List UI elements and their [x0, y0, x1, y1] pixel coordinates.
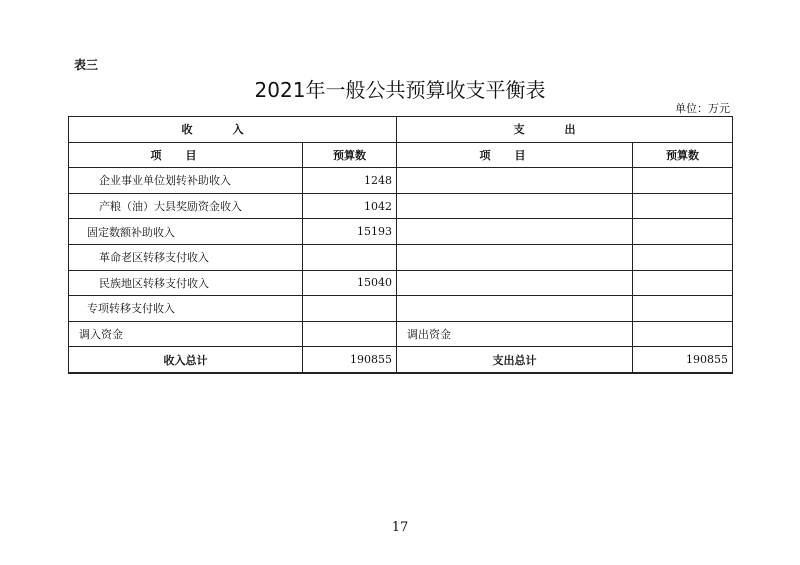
expense-total-label: 支出总计	[397, 347, 633, 373]
expense-total-value: 190855	[633, 347, 733, 373]
page-number: 17	[391, 520, 409, 535]
page-title: 2021年一般公共预算收支平衡表	[254, 78, 546, 102]
expense-item	[397, 168, 633, 194]
expense-value	[633, 296, 733, 322]
income-item: 固定数额补助收入	[69, 219, 303, 245]
expense-item	[397, 193, 633, 219]
table-row	[69, 321, 733, 347]
income-value: 1042	[303, 193, 397, 219]
expense-section-header: 支出	[397, 117, 733, 143]
income-item: 调入资金	[69, 321, 303, 347]
expense-item	[397, 244, 633, 270]
expense-value	[633, 168, 733, 194]
income-total-value: 190855	[303, 347, 397, 373]
income-value: 15040	[303, 270, 397, 296]
income-item: 产粮（油）大县奖励资金收入	[69, 193, 303, 219]
expense-item-header: 项目	[397, 142, 633, 168]
expense-value	[633, 219, 733, 245]
expense-budget-header: 预算数	[633, 142, 733, 168]
table-row	[69, 270, 733, 296]
table-row	[69, 244, 733, 270]
income-item: 企业事业单位划转补助收入	[69, 168, 303, 194]
income-item-header: 项目	[69, 142, 303, 168]
table-row	[69, 168, 733, 194]
income-budget-header: 预算数	[303, 142, 397, 168]
table-row	[69, 193, 733, 219]
expense-value	[633, 270, 733, 296]
column-header-row	[69, 142, 733, 168]
expense-item	[397, 219, 633, 245]
expense-value	[633, 244, 733, 270]
expense-item	[397, 270, 633, 296]
expense-item: 调出资金	[397, 321, 633, 347]
income-value: 15193	[303, 219, 397, 245]
table-tag: 表三	[74, 58, 99, 72]
income-section-header: 收入	[69, 117, 397, 143]
income-value: 1248	[303, 168, 397, 194]
income-value	[303, 296, 397, 322]
income-item: 革命老区转移支付收入	[69, 244, 303, 270]
totals-row	[69, 347, 733, 373]
section-header-row	[69, 117, 733, 143]
table-row	[69, 296, 733, 322]
income-item: 民族地区转移支付收入	[69, 270, 303, 296]
table-row	[69, 219, 733, 245]
income-total-label: 收入总计	[69, 347, 303, 373]
income-item: 专项转移支付收入	[69, 296, 303, 322]
income-value	[303, 321, 397, 347]
expense-value	[633, 321, 733, 347]
income-value	[303, 244, 397, 270]
expense-item	[397, 296, 633, 322]
expense-value	[633, 193, 733, 219]
budget-table	[68, 116, 733, 374]
unit-label: 单位：万元	[675, 102, 730, 115]
